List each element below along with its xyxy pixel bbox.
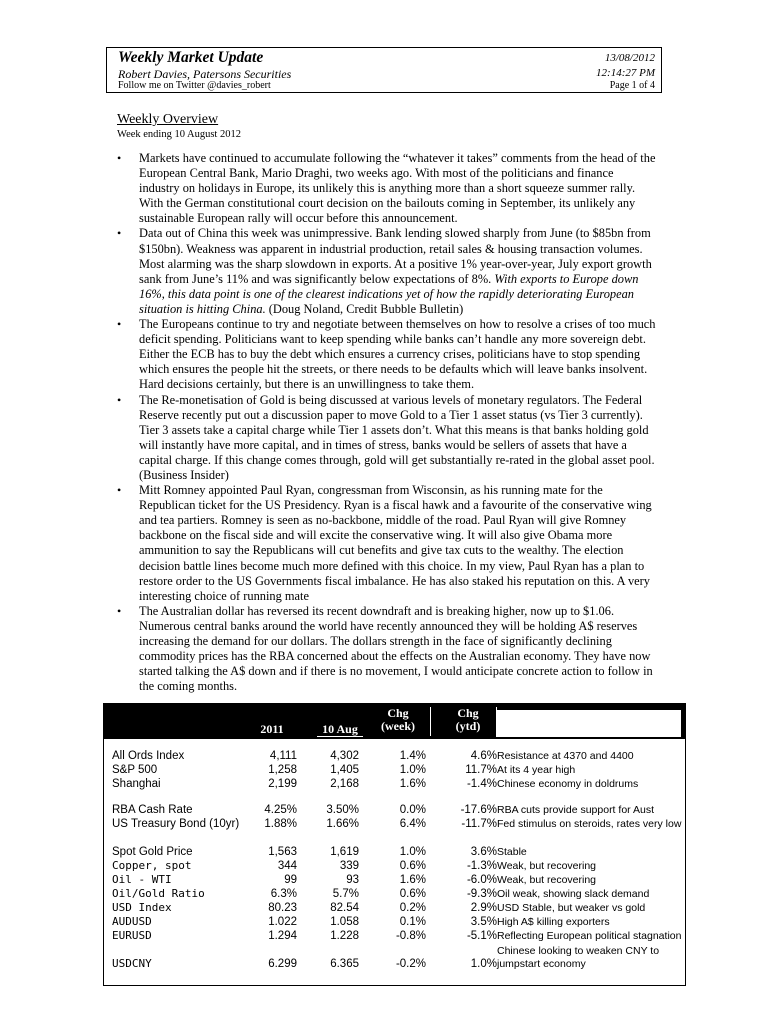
table-row: Oil/Gold Ratio 6.3% 5.7% 0.6% -9.3% Oil weak, showing slack demand: [112, 887, 650, 900]
overview-bullets: [117, 151, 657, 694]
week-ending: Week ending 10 August 2012: [117, 129, 241, 140]
col-chg-week: Chg (week): [381, 706, 415, 733]
table-row: Shanghai 2,199 2,168 1.6% -1.4% Chinese economy in doldrums: [112, 778, 639, 790]
section-title: Weekly Overview: [117, 112, 219, 127]
page-number: Page 1 of 4: [609, 80, 655, 91]
table-row: US Treasury Bond (10yr) 1.88% 1.66% 6.4% -11.7% Fed stimulus on steroids, rates very low: [112, 818, 682, 830]
bullet-item: • The Europeans continue to try and negotiate between themselves on how to resolve a crises of too much deficit spending. Politicians want to keep spending while banks can’t handle any more sovereign debt. Either the ECB has to buy the debt which ensures a currency crises, politicians have to stop spending which ensures the people hit the streets, or there needs to be defaults which will leave banks insolvent. Hard decisions certainly, but there is an unwillingness to take them.: [117, 317, 657, 392]
bullet-item: • Data out of China this week was unimpressive. Bank lending slowed sharply from June (to $85bn from $150bn). Weakness was apparent in industrial production, retail sales & housing transaction volumes. Most alarming was the sharp slowdown in exports. At a positive 1% year-over-year, July export growth sank from June’s 11% and was significantly below expectations of 8%. With exports to Europe down 16%, this data point is one of the clearest indications yet of how the rapidly deteriorating European situation is hitting China. (Doug Noland, Credit Bubble Bulletin): [117, 226, 657, 317]
header-blank-cell: [496, 710, 681, 737]
col-2011: 2011: [260, 722, 284, 736]
table-row: Copper, spot 344 339 0.6% -1.3% Weak, but recovering: [112, 859, 597, 872]
table-row: Oil - WTI 99 93 1.6% -6.0% Weak, but recovering: [112, 873, 597, 886]
table-row: Spot Gold Price 1,563 1,619 1.0% 3.6% Stable: [112, 846, 527, 858]
table-row: USD Index 80.23 82.54 0.2% 2.9% USD Stable, but weaker vs gold: [112, 901, 646, 914]
table-row: S&P 500 1,258 1,405 1.0% 11.7% At its 4 year high: [112, 764, 576, 776]
report-date: 13/08/2012: [604, 52, 655, 64]
table-row: USDCNY 6.299 6.365 -0.2% 1.0% jumpstart economy: [112, 957, 586, 970]
table-row: Chinese looking to weaken CNY to: [497, 945, 660, 957]
market-table: [103, 703, 686, 986]
table-header: [104, 704, 685, 739]
twitter-handle: Follow me on Twitter @davies_robert: [118, 80, 271, 91]
table-row: All Ords Index 4,111 4,302 1.4% 4.6% Resistance at 4370 and 4400: [112, 750, 634, 762]
table-row: EURUSD 1.294 1.228 -0.8% -5.1% Reflecting European political stagnation: [112, 929, 682, 942]
report-author: Robert Davies, Patersons Securities: [118, 67, 292, 81]
bullet-item: • The Australian dollar has reversed its recent downdraft and is breaking higher, now up to $1.06. Numerous central banks around the world have recently announced they will be holding A$ reserves increasing the demand for our dollars. The dollars strength in the face of significantly declining commodity prices has the RBA concerned about the effects on the Australian economy. They have now started talking the A$ down and if there is no movement, I would anticipate concrete action to follow in the coming months.: [117, 604, 657, 695]
report-header: [106, 47, 662, 93]
col-10aug: 10 Aug: [317, 723, 363, 737]
table-row: RBA Cash Rate 4.25% 3.50% 0.0% -17.6% RBA cuts provide support for Aust: [112, 804, 654, 816]
col-chg-ytd: Chg (ytd): [455, 706, 481, 733]
bullet-item: • Mitt Romney appointed Paul Ryan, congressman from Wisconsin, as his running mate for the Republican ticket for the US Presidency. Ryan is a fiscal hawk and a favourite of the conservative wing and tea partiers. Romney is seen as no-backbone, middle of the road. Paul Ryan will give Romney backbone on the fiscal side and will excite the conservative wing. It will also give Obama more ammunition to say the Republicans will cut benefits and give tax cuts to the wealthy. The election decision battle lines become much more defined with this choice. In my view, Paul Ryan has a plan to restore order to the US Governments fiscal imbalance. He has also staked his reputation on this. A very interesting choice of running mate: [117, 483, 657, 604]
table-row: AUDUSD 1.022 1.058 0.1% 3.5% High A$ killing exporters: [112, 915, 610, 928]
report-time: 12:14:27 PM: [596, 67, 655, 79]
report-title: Weekly Market Update: [118, 49, 264, 66]
bullet-item: • The Re-monetisation of Gold is being discussed at various levels of monetary regulators. The Federal Reserve recently put out a discussion paper to move Gold to a Tier 1 asset status (vs Tier 3 currently). Tier 3 assets take a capital charge while Tier 1 assets don’t. What this means is that banks holding gold will instantly have more capital, and in times of stress, banks would be sellers of assets that have a capital charge. If this change comes through, gold will get substantially re-rated in the global asset pool. (Business Insider): [117, 393, 657, 484]
bullet-item: • Markets have continued to accumulate following the “whatever it takes” comments from the head of the European Central Bank, Mario Draghi, two weeks ago. With most of the politicians and finance industry on holidays in Europe, its unlikely this is anything more than a short squeeze summer rally. With the German constitutional court decision on the bailouts coming in September, its unlikely any sustainable European rally will occur before this announcement.: [117, 151, 657, 226]
